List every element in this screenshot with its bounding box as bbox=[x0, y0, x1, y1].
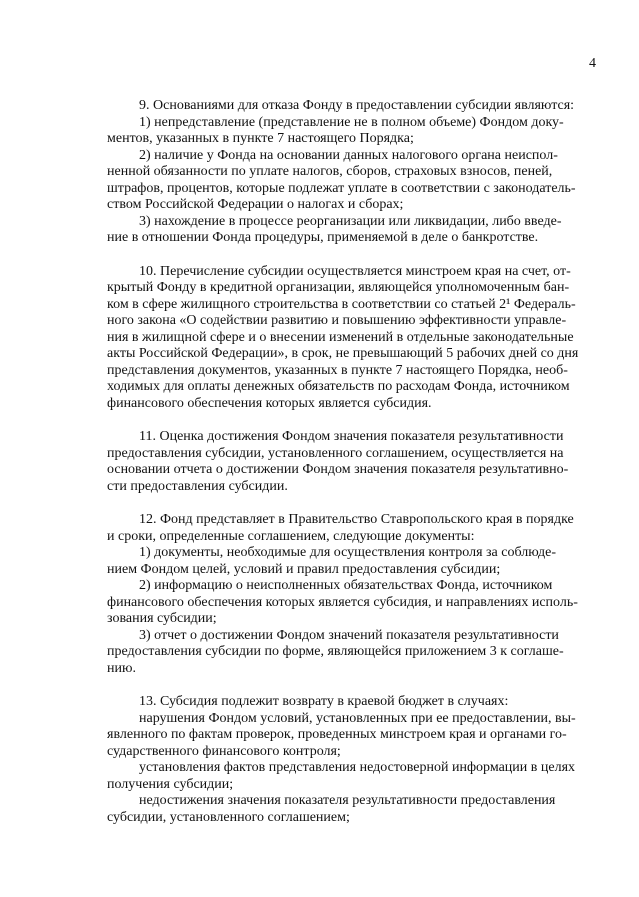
paragraph: 13. Субсидия подлежит возврату в краевой бюджет в случаях: bbox=[139, 694, 509, 709]
paragraph: 12. Фонд представляет в Правительство Ставропольского края в порядке и сроки, определенные соглашением, следующие документы: bbox=[107, 512, 574, 544]
section-gap bbox=[107, 677, 599, 694]
paragraph: 9. Основаниями для отказа Фонду в предоставлении субсидии являются: bbox=[139, 98, 575, 113]
paragraph: 1) непредставление (представление не в полном объеме) Фондом доку- ментов, указанных в пункте 7 настоящего Порядка; bbox=[107, 114, 564, 146]
section-9 bbox=[107, 98, 599, 247]
section-13 bbox=[107, 694, 599, 826]
paragraph: 3) отчет о достижении Фондом значений показателя результативности предоставления субсидии по форме, являющейся приложением 3 к соглаше- нию. bbox=[107, 627, 564, 676]
paragraph: 10. Перечисление субсидии осуществляется минстроем края на счет, от- крытый Фонду в кредитной организации, являющейся уполномоченным бан- ком в сфере жилищного строительства в соответствии со статьей 2¹ Федераль- ного закона «О содействии развитию и повышению эффективности управле- ния в жилищной сфере и о внесении изменений в отдельные законодательные акты Российской Федерации», в срок, не превышающий 5 рабочих дней со дня представления документов, указанных в пункте 7 настоящего Порядка, необ- ходимых для оплаты денежных обязательств по расходам Фонда, источником финансового обеспечения которых является субсидия. bbox=[107, 263, 579, 411]
section-11 bbox=[107, 429, 599, 495]
paragraph: 11. Оценка достижения Фондом значения показателя результативности предоставления субсидии, установленного соглашением, осуществляется на основании отчета о достижении Фондом значения показателя результативно- сти предоставления субсидии. bbox=[107, 429, 569, 494]
section-12 bbox=[107, 512, 599, 677]
paragraph: 3) нахождение в процессе реорганизации или ликвидации, либо введе- ние в отношении Фонда процедуры, применяемой в деле о банкротстве. bbox=[107, 213, 562, 245]
paragraph: нарушения Фондом условий, установленных при ее предоставлении, вы- явленного по фактам проверок, проведенных минстроем края и органами го- сударственного финансового контроля; bbox=[107, 710, 576, 759]
paragraph: 2) информацию о неисполненных обязательствах Фонда, источником финансового обеспечения которых является субсидия, и направлениях исполь- зования субсидии; bbox=[107, 578, 578, 626]
document-body bbox=[107, 98, 599, 826]
page-number: 4 bbox=[589, 56, 596, 71]
paragraph: недостижения значения показателя результативности предоставления субсидии, установленного соглашением; bbox=[107, 793, 556, 825]
section-gap bbox=[107, 495, 599, 512]
paragraph: 1) документы, необходимые для осуществления контроля за соблюде- нием Фондом целей, условий и правил предоставления субсидии; bbox=[107, 545, 556, 577]
section-gap bbox=[107, 412, 599, 429]
section-10 bbox=[107, 264, 599, 413]
section-gap bbox=[107, 247, 599, 264]
paragraph: 2) наличие у Фонда на основании данных налогового органа неиспол- ненной обязанности по уплате налогов, сборов, страховых взносов, пеней, штрафов, процентов, которые подлежат уплате в соответствии с законодатель- ством Российской Федерации о налогах и сборах; bbox=[107, 147, 576, 212]
paragraph: установления фактов представления недостоверной информации в целях получения субсидии; bbox=[107, 760, 576, 792]
